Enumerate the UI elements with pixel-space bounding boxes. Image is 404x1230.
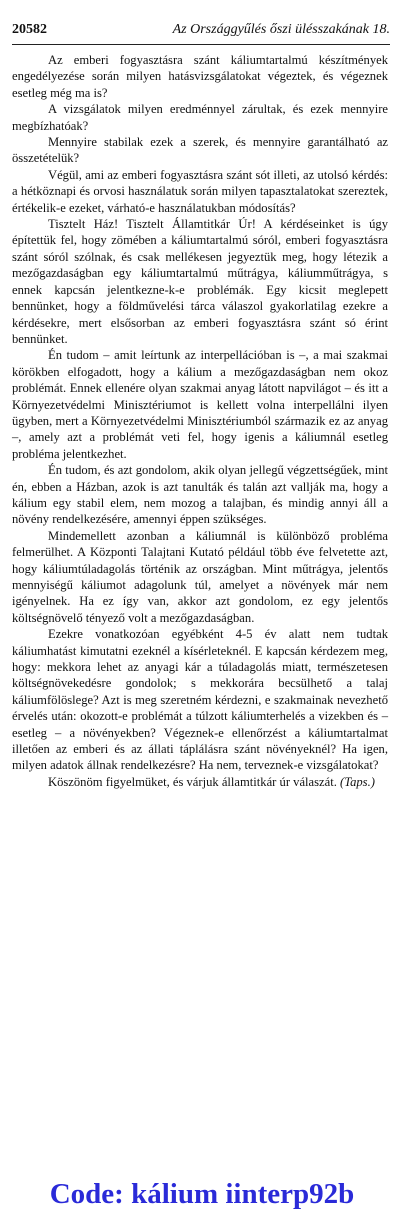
running-head: Az Országgyűlés őszi ülésszakának 18. <box>172 22 390 37</box>
closing-paragraph <box>12 774 388 790</box>
document-body <box>12 52 388 790</box>
paragraph: A vizsgálatok milyen eredménnyel zárultak, és ezek mennyire megbízhatóak? <box>12 102 388 133</box>
header-rule <box>12 44 390 45</box>
applause-note: (Taps.) <box>340 774 375 789</box>
paragraph: Én tudom – amit leírtunk az interpellációban is –, a mai szakmai körökben elfogadott, hogy a kálium a mezőgazdaságban nem okoz problémát. Ennek ellenére olyan szakmai anyag látott napvilágot – és itt a Környezetvédelmi Minisztériumot is kellett volna interpellálni ilyen ügyben, mert a Környezetvédelmi Minisztériumból származik ez az anyag –, amely azt a problémát veti fel, hogy igenis a káliumnál esetleg probléma jelentkezhet. <box>12 348 388 461</box>
paragraph: Mindemellett azonban a káliumnál is különböző probléma felmerülhet. A Központi Talajtani Kutató például több éve felvetette azt, hogy káliumtúladagolás történik az országban. Mint műtrágya, jelentős mennyiségű káliumot adagolunk túl, amelyet a növények már nem igényelnek. Ha ez így van, akkor azt gondolom, ez egy jelentős költségnövelő tényező volt a mezőgazdaságban. <box>12 528 388 625</box>
closing-text: Köszönöm figyelmüket, és várjuk államtitkár úr válaszát. <box>48 774 337 789</box>
paragraph: Az emberi fogyasztásra szánt káliumtartalmú készítmények engedélyezése során milyen hatásvizsgálatokat végeztek, és végeznek esetleg még ma is? <box>12 53 388 100</box>
paragraph: Ezekre vonatkozóan egyébként 4-5 év alatt nem tudtak káliumhatást kimutatni ezeknél a kísérleteknél. E kapcsán kérdezem meg, hogy: mekkora lehet az anyagi kár a túladagolás miatt, természetesen költségnövekedésre gondolok; s mekkorára becsülhető a talaj káliumfölöslege? Azt is meg szeretném kérdezni, e szakmainak nevezhető érvelés után: okozott-e problémát a túlzott káliumterhelés a vizekben és – esetleg – a növényekben? Végeznek-e ellenőrzést a káliumtartalmat illetően az emberi és az állati táplálásra szánt növényeknél? Ha igen, milyen adatok állnak rendelkezésre? Ha nem, terveznek-e vizsgálatokat? <box>12 627 388 773</box>
page-header <box>12 22 390 42</box>
paragraph: Tisztelt Ház! Tisztelt Államtitkár Úr! A kérdéseinket is úgy építettük fel, hogy zömében a káliumtartalmú sóról, emberi fogyasztásra szánt sóról szólnak, és csak mellékesen jegyeztük meg, hogy létezik a mezőgazdaságban egy káliumtartalmú műtrágya, káliumműtrágya, s ennek kapcsán jelentkezne-k-e problémák. Egy kicsit meglepett bennünket, hogy a földművelési tárca válaszol gyakorlatilag ezekre a kérdésekre, mert elsősorban az emberi fogyasztásra szánt só érint bennünket. <box>12 217 388 346</box>
paragraph: Végül, ami az emberi fogyasztásra szánt sót illeti, az utolsó kérdés: a hétköznapi és orvosi használatuk során milyen tapasztalatokat szereztek, értékelik-e ezeket, várható-e használatukban módosítás? <box>12 167 388 215</box>
paragraph: Mennyire stabilak ezek a szerek, és mennyire garantálható az összetételük? <box>12 135 388 166</box>
paragraph: Én tudom, és azt gondolom, akik olyan jellegű végzettségűek, mint én, ebben a Házban, azok is azt tanulták és talán azt vallják ma, hogy a kálium egy stabil elem, nem mozog a talajban, és mindig annyi áll a növény rendelkezésére, amennyi éppen szükséges. <box>12 463 388 527</box>
document-code-label: Code: kálium iinterp92b <box>49 1178 355 1210</box>
page-number: 20582 <box>12 22 47 37</box>
